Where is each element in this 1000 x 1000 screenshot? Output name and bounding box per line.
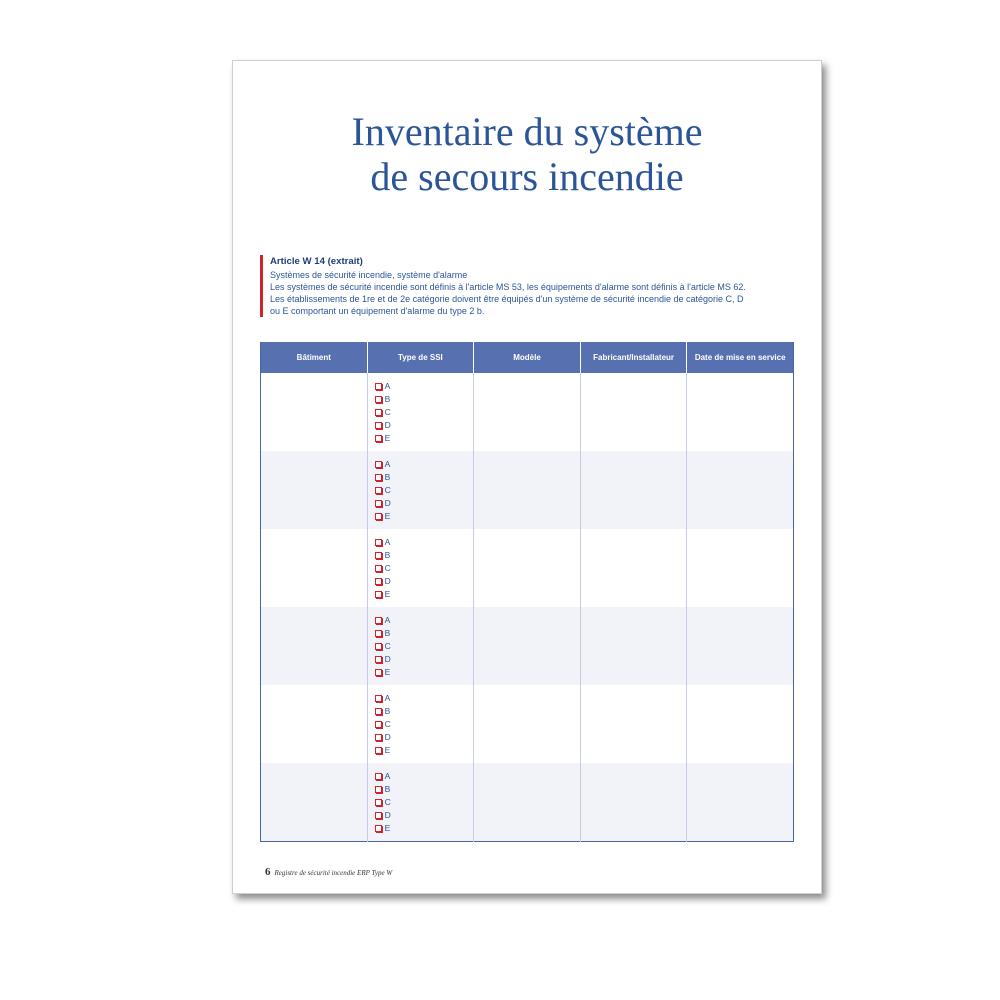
ssi-option-list [368, 451, 474, 523]
table-cell [367, 451, 474, 529]
ssi-option[interactable] [375, 380, 474, 393]
ssi-option-label: D [384, 810, 391, 820]
ssi-option[interactable] [375, 653, 474, 666]
table-cell [367, 373, 474, 451]
table-cell[interactable] [474, 607, 581, 685]
checkbox-icon[interactable] [375, 422, 382, 429]
table-cell[interactable] [474, 529, 581, 607]
checkbox-icon[interactable] [375, 669, 382, 676]
ssi-option-label: D [384, 654, 391, 664]
checkbox-icon[interactable] [375, 721, 382, 728]
table-cell[interactable] [474, 373, 581, 451]
table-cell [367, 763, 474, 842]
table-cell [367, 529, 474, 607]
page-number: 6 [265, 866, 271, 878]
ssi-option-label: D [384, 732, 391, 742]
checkbox-icon[interactable] [375, 799, 382, 806]
checkbox-icon[interactable] [375, 708, 382, 715]
ssi-option[interactable] [375, 640, 474, 653]
ssi-option[interactable] [375, 744, 474, 757]
ssi-option-label: B [384, 394, 391, 404]
article-excerpt [260, 255, 805, 317]
ssi-option-label: C [384, 641, 391, 651]
checkbox-icon[interactable] [375, 578, 382, 585]
ssi-option-label: C [384, 797, 391, 807]
ssi-option[interactable] [375, 575, 474, 588]
table-cell[interactable] [580, 451, 687, 529]
checkbox-icon[interactable] [375, 565, 382, 572]
ssi-option[interactable] [375, 549, 474, 562]
ssi-option-list [368, 685, 474, 757]
ssi-option[interactable] [375, 731, 474, 744]
article-line: Systèmes de sécurité incendie, système d'alarme [270, 270, 468, 280]
checkbox-icon[interactable] [375, 552, 382, 559]
ssi-option[interactable] [375, 666, 474, 679]
checkbox-icon[interactable] [375, 539, 382, 546]
page-title [233, 109, 821, 199]
checkbox-icon[interactable] [375, 513, 382, 520]
checkbox-icon[interactable] [375, 435, 382, 442]
checkbox-icon[interactable] [375, 773, 382, 780]
checkbox-icon[interactable] [375, 500, 382, 507]
ssi-option-label: E [384, 589, 391, 599]
ssi-option[interactable] [375, 393, 474, 406]
table-cell[interactable] [687, 763, 794, 842]
ssi-option[interactable] [375, 458, 474, 471]
checkbox-icon[interactable] [375, 643, 382, 650]
table-cell[interactable] [474, 451, 581, 529]
checkbox-icon[interactable] [375, 409, 382, 416]
column-header-batiment: Bâtiment [261, 342, 368, 373]
table-cell[interactable] [474, 763, 581, 842]
checkbox-icon[interactable] [375, 734, 382, 741]
ssi-option-label: B [384, 472, 391, 482]
ssi-option-label: D [384, 498, 391, 508]
checkbox-icon[interactable] [375, 617, 382, 624]
table-row [261, 451, 794, 529]
ssi-option-label: D [384, 576, 391, 586]
table-cell[interactable] [687, 529, 794, 607]
ssi-option[interactable] [375, 718, 474, 731]
checkbox-icon[interactable] [375, 656, 382, 663]
table-row [261, 607, 794, 685]
ssi-option-label: E [384, 823, 391, 833]
ssi-option-label: C [384, 563, 391, 573]
table-cell [367, 607, 474, 685]
ssi-option[interactable] [375, 484, 474, 497]
article-line: Les systèmes de sécurité incendie sont définis à l'article MS 53, les équipements d'alarme sont définis à l'article MS 62. [270, 282, 746, 292]
column-header-date-mise-en-service: Date de mise en service [687, 342, 794, 373]
ssi-option-label: E [384, 511, 391, 521]
checkbox-icon[interactable] [375, 630, 382, 637]
ssi-option[interactable] [375, 406, 474, 419]
table-cell[interactable] [580, 373, 687, 451]
checkbox-icon[interactable] [375, 786, 382, 793]
ssi-option-label: A [384, 459, 391, 469]
document-page [232, 60, 822, 894]
ssi-option[interactable] [375, 536, 474, 549]
article-heading: Article W 14 (extrait) [270, 256, 363, 267]
column-header-type-ssi: Type de SSI [367, 342, 474, 373]
checkbox-icon[interactable] [375, 461, 382, 468]
ssi-option-label: E [384, 745, 391, 755]
table-cell[interactable] [580, 685, 687, 763]
article-line: Les établissements de 1re et de 2e catégorie doivent être équipés d'un système de sécurité incendie de catégorie C, D [270, 294, 744, 304]
table-cell[interactable] [261, 763, 368, 842]
checkbox-icon[interactable] [375, 396, 382, 403]
article-body [270, 269, 805, 317]
table-cell[interactable] [474, 685, 581, 763]
table-row [261, 685, 794, 763]
ssi-option-label: A [384, 381, 391, 391]
ssi-option[interactable] [375, 432, 474, 445]
ssi-option-label: A [384, 537, 391, 547]
ssi-option-label: E [384, 433, 391, 443]
ssi-option-label: A [384, 693, 391, 703]
table-cell[interactable] [687, 451, 794, 529]
inventory-table [260, 342, 794, 842]
table-cell[interactable] [687, 373, 794, 451]
ssi-option-list [368, 607, 474, 679]
table-cell [367, 685, 474, 763]
checkbox-icon[interactable] [375, 474, 382, 481]
table-cell[interactable] [261, 373, 368, 451]
checkbox-icon[interactable] [375, 383, 382, 390]
checkbox-icon[interactable] [375, 825, 382, 832]
ssi-option[interactable] [375, 614, 474, 627]
page-footer [265, 862, 392, 880]
table-row [261, 529, 794, 607]
column-header-modele: Modèle [474, 342, 581, 373]
column-header-fabricant: Fabricant/Installateur [580, 342, 687, 373]
table-cell[interactable] [687, 607, 794, 685]
table-cell[interactable] [580, 763, 687, 842]
footer-text: Registre de sécurité incendie ERP Type W [274, 869, 393, 877]
article-line: ou E comportant un équipement d'alarme du type 2 b. [270, 306, 485, 316]
ssi-option-list [368, 529, 474, 601]
ssi-option-label: B [384, 706, 391, 716]
ssi-option-label: A [384, 771, 391, 781]
ssi-option-label: A [384, 615, 391, 625]
ssi-option[interactable] [375, 471, 474, 484]
ssi-option[interactable] [375, 627, 474, 640]
table-cell[interactable] [261, 451, 368, 529]
page-title-line-1: Inventaire du système [351, 109, 703, 154]
ssi-option[interactable] [375, 809, 474, 822]
ssi-option[interactable] [375, 562, 474, 575]
ssi-option-list [368, 373, 474, 445]
table-header-row [261, 342, 794, 373]
checkbox-icon[interactable] [375, 591, 382, 598]
ssi-option-label: C [384, 719, 391, 729]
page-title-line-2: de secours incendie [370, 154, 684, 199]
ssi-option[interactable] [375, 419, 474, 432]
checkbox-icon[interactable] [375, 812, 382, 819]
checkbox-icon[interactable] [375, 487, 382, 494]
ssi-option-label: C [384, 407, 391, 417]
ssi-option-label: B [384, 628, 391, 638]
ssi-option[interactable] [375, 770, 474, 783]
ssi-option[interactable] [375, 588, 474, 601]
ssi-option-list [368, 763, 474, 835]
ssi-option-label: D [384, 420, 391, 430]
ssi-option[interactable] [375, 705, 474, 718]
checkbox-icon[interactable] [375, 695, 382, 702]
table-cell[interactable] [687, 685, 794, 763]
ssi-option-label: E [384, 667, 391, 677]
ssi-option-label: C [384, 485, 391, 495]
table-cell[interactable] [580, 607, 687, 685]
table-cell[interactable] [580, 529, 687, 607]
table-row [261, 373, 794, 451]
table-cell[interactable] [261, 607, 368, 685]
ssi-option-label: B [384, 784, 391, 794]
checkbox-icon[interactable] [375, 747, 382, 754]
ssi-option[interactable] [375, 783, 474, 796]
ssi-option[interactable] [375, 510, 474, 523]
ssi-option[interactable] [375, 692, 474, 705]
ssi-option-label: B [384, 550, 391, 560]
ssi-option[interactable] [375, 497, 474, 510]
ssi-option[interactable] [375, 822, 474, 835]
table-row [261, 763, 794, 842]
table-cell[interactable] [261, 685, 368, 763]
ssi-option[interactable] [375, 796, 474, 809]
table-cell[interactable] [261, 529, 368, 607]
